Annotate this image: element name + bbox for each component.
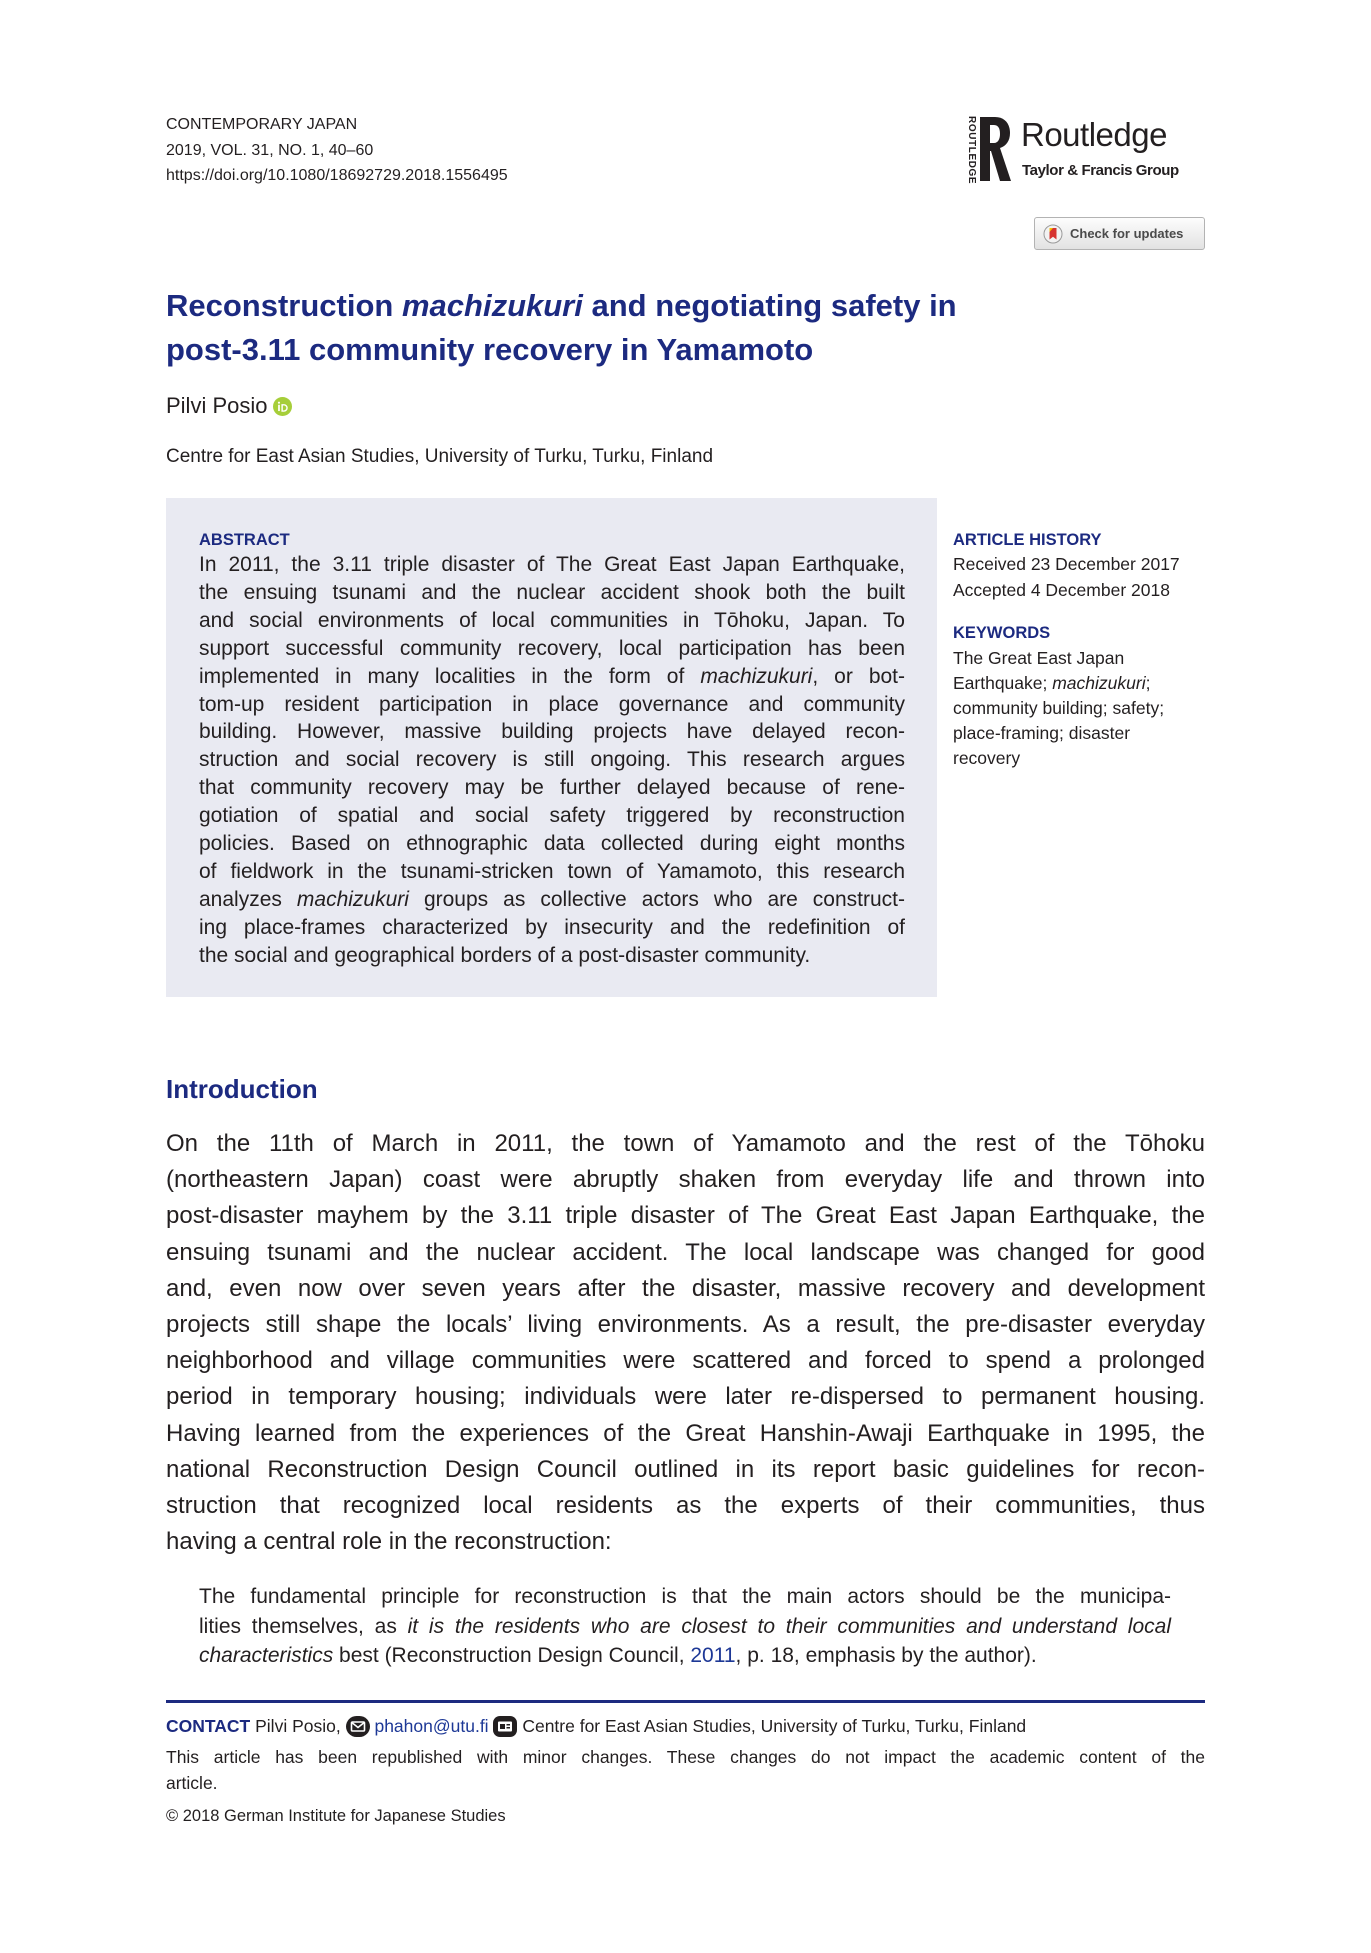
- text-line: [953, 721, 1205, 746]
- text-run: of fieldwork in the tsunami-stricken town of Yamamoto, this research: [199, 859, 905, 883]
- journal-header: [166, 112, 508, 189]
- text-line: [166, 1126, 1205, 1162]
- text-line: [199, 914, 905, 942]
- text-run: that community recovery may be further delayed because of rene-: [199, 776, 905, 800]
- contact-line: [166, 1713, 1205, 1739]
- text-line: [166, 1416, 1205, 1452]
- text-line: [199, 1612, 1171, 1642]
- text-line: [199, 886, 905, 914]
- copyright-notice: © 2018 German Institute for Japanese Studies: [166, 1807, 506, 1825]
- republication-note: [166, 1744, 1205, 1796]
- text-run: projects still shape the locals’ living environments. As a result, the pre-disaster everyday: [166, 1311, 1205, 1339]
- article-history: [953, 552, 1205, 603]
- text-run: On the 11th of March in 2011, the town of Yamamoto and the rest of the Tōhoku: [166, 1130, 1205, 1157]
- text-run: period in temporary housing; individuals were later re-dispersed to permanent housing.: [166, 1383, 1205, 1411]
- text-line: [166, 1770, 1205, 1796]
- text-line: [166, 1379, 1205, 1415]
- text-run: The Great East Japan: [953, 647, 1125, 668]
- text-run: implemented in many localities in the form of: [199, 664, 701, 688]
- text-run: neighborhood and village communities were scattered and forced to spend a prolonged: [166, 1347, 1205, 1375]
- text-run: Earthquake;: [953, 672, 1053, 693]
- text-run: Having learned from the experiences of the Great Hanshin-Awaji Earthquake in 1995, the: [166, 1419, 1205, 1447]
- publisher-group: Taylor & Francis Group: [1022, 162, 1179, 179]
- text-line: [953, 671, 1205, 696]
- text-line: [166, 1452, 1205, 1488]
- check-for-updates-button[interactable]: [1034, 217, 1205, 250]
- text-run: , or bot-: [812, 664, 905, 688]
- text-line: [166, 1744, 1205, 1770]
- text-run: the ensuing tsunami and the nuclear accident shook both the built: [199, 580, 905, 604]
- text-line: [166, 328, 1205, 372]
- text-line: [199, 802, 905, 830]
- section-heading: Introduction: [166, 1074, 318, 1104]
- article-history-label: ARTICLE HISTORY: [953, 531, 1102, 549]
- text-run: the social and geographical borders of a post-disaster community.: [199, 943, 811, 967]
- text-line: [953, 646, 1205, 671]
- text-line: [166, 1307, 1205, 1343]
- introduction-paragraph: [166, 1126, 1205, 1560]
- text-run: and negotiating safety in: [582, 288, 957, 323]
- footer-divider: [166, 1700, 1205, 1703]
- text-run: policies. Based on ethnographic data collected during eight months: [199, 832, 905, 856]
- text-run: analyzes: [199, 887, 297, 911]
- abstract-text: [199, 551, 905, 970]
- journal-name: CONTEMPORARY JAPAN: [166, 116, 358, 133]
- orcid-icon[interactable]: [273, 397, 292, 416]
- text-line: [953, 696, 1205, 721]
- text-run: lities themselves, as: [199, 1614, 408, 1638]
- keywords-label: KEYWORDS: [953, 624, 1051, 642]
- text-run: community building; safety;: [953, 697, 1165, 718]
- italic-text: machizukuri: [401, 288, 583, 323]
- text-line: [199, 942, 905, 970]
- text-line: [166, 1162, 1205, 1198]
- text-run: Reconstruction: [166, 288, 402, 323]
- text-line: [199, 579, 905, 607]
- doi-link[interactable]: https://doi.org/10.1080/18692729.2018.1556495: [166, 167, 508, 185]
- accepted-date: Accepted 4 December 2018: [953, 579, 1170, 600]
- text-run: support successful community recovery, local participation has been: [199, 636, 905, 660]
- text-line: [166, 1235, 1205, 1271]
- text-run: In 2011, the 3.11 triple disaster of The Great East Japan Earthquake,: [199, 553, 905, 576]
- text-run: The fundamental principle for reconstruction is that the main actors should be the municipa-: [199, 1585, 1171, 1608]
- text-line: [166, 1488, 1205, 1524]
- text-line: [166, 1524, 1205, 1560]
- publisher-logo[interactable]: [963, 110, 1205, 186]
- address-icon: [493, 1716, 517, 1737]
- text-run: , p. 18, emphasis by the author).: [735, 1644, 1037, 1668]
- keywords-list: [953, 646, 1205, 771]
- text-line: [199, 718, 905, 746]
- text-run: tom-up resident participation in place governance and community: [199, 692, 905, 716]
- publisher-vertical-mark: ROUTLEDGE: [966, 116, 977, 185]
- publisher-name: Routledge: [1021, 116, 1167, 153]
- contact-name: Pilvi Posio,: [255, 1716, 341, 1736]
- text-run: post-3.11 community recovery in Yamamoto: [166, 332, 814, 367]
- text-line: [953, 746, 1205, 771]
- received-date: Received 23 December 2017: [953, 554, 1180, 574]
- text-run: having a central role in the reconstruction:: [166, 1528, 612, 1556]
- text-line: [199, 607, 905, 635]
- block-quote: [199, 1582, 1171, 1671]
- text-line: [199, 1641, 1171, 1671]
- text-run: and, even now over seven years after the disaster, massive recovery and development: [166, 1274, 1205, 1302]
- text-run: best (Reconstruction Design Council,: [333, 1644, 691, 1668]
- text-run: and social environments of local communities in Tōhoku, Japan. To: [199, 608, 905, 632]
- text-run: building. However, massive building projects have delayed recon-: [199, 720, 905, 744]
- routledge-r-icon: [978, 115, 1012, 183]
- text-line: [199, 858, 905, 886]
- citation-link[interactable]: 2011: [690, 1644, 736, 1668]
- text-run: post-disaster mayhem by the 3.11 triple disaster of The Great East Japan Earthquake, the: [166, 1202, 1205, 1230]
- text-line: [199, 663, 905, 691]
- italic-text: machizukuri: [1052, 672, 1146, 693]
- check-updates-label: Check for updates: [1070, 226, 1184, 241]
- italic-text: machizukuri: [700, 664, 813, 688]
- contact-address: Centre for East Asian Studies, University of Turku, Turku, Finland: [522, 1716, 1027, 1736]
- text-run: ing place-frames characterized by insecurity and the redefinition of: [199, 915, 905, 939]
- italic-text: characteristics: [199, 1644, 334, 1668]
- italic-text: machizukuri: [296, 887, 409, 911]
- text-run: ;: [1145, 672, 1151, 693]
- italic-text: it is the residents who are closest to their communities and understand local: [407, 1614, 1171, 1638]
- text-run: recovery: [953, 747, 1021, 768]
- text-run: This article has been republished with minor changes. These changes do not impact the academic content of the: [166, 1747, 1205, 1767]
- text-run: article.: [166, 1773, 218, 1793]
- abstract-label: ABSTRACT: [199, 531, 290, 549]
- text-run: struction and social recovery is still ongoing. This research argues: [199, 748, 905, 772]
- text-line: [166, 1198, 1205, 1234]
- text-line: [166, 284, 1205, 328]
- article-title: [166, 284, 1205, 372]
- text-run: national Reconstruction Design Council outlined in its report basic guidelines for recon-: [166, 1455, 1205, 1483]
- volume-info: 2019, VOL. 31, NO. 1, 40–60: [166, 141, 374, 159]
- text-run: ensuing tsunami and the nuclear accident. The local landscape was changed for good: [166, 1238, 1205, 1266]
- text-line: [199, 551, 905, 579]
- text-line: [166, 1343, 1205, 1379]
- text-run: groups as collective actors who are construct-: [408, 887, 905, 911]
- author-affiliation: Centre for East Asian Studies, University of Turku, Turku, Finland: [166, 446, 714, 467]
- text-line: [199, 1582, 1171, 1612]
- contact-label: CONTACT: [166, 1716, 251, 1736]
- text-line: [199, 830, 905, 858]
- text-line: [199, 746, 905, 774]
- text-run: (northeastern Japan) coast were abruptly shaken from everyday life and thrown into: [166, 1166, 1205, 1194]
- text-run: struction that recognized local residents as the experts of their communities, thus: [166, 1492, 1205, 1520]
- text-line: [199, 635, 905, 663]
- envelope-icon: [346, 1716, 370, 1737]
- check-updates-icon: [1043, 224, 1063, 244]
- text-run: gotiation of spatial and social safety triggered by reconstruction: [199, 804, 905, 828]
- text-line: [166, 1271, 1205, 1307]
- author-name[interactable]: Pilvi Posio: [166, 393, 268, 418]
- text-line: [199, 774, 905, 802]
- text-line: [199, 691, 905, 719]
- email-link[interactable]: phahon@utu.fi: [374, 1716, 489, 1736]
- author-line: [166, 393, 292, 419]
- text-run: place-framing; disaster: [953, 722, 1131, 743]
- abstract-box: [166, 498, 937, 997]
